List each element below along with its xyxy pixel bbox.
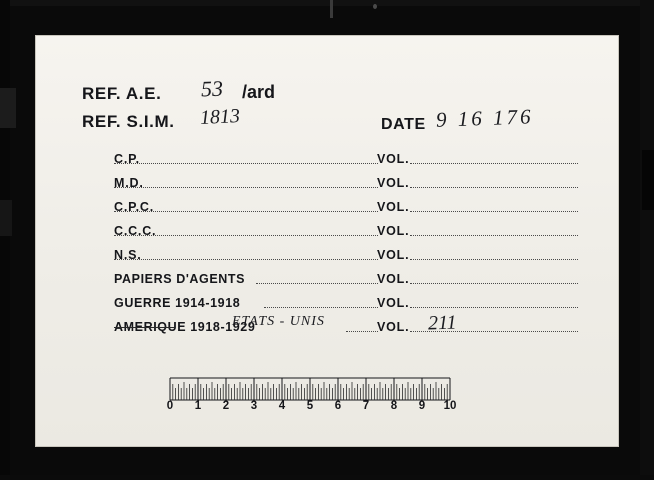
row-leader-left xyxy=(114,163,378,164)
row-vol-label: VOL. xyxy=(377,248,410,262)
row-leader-right xyxy=(410,259,578,260)
film-artifact-a xyxy=(330,0,333,18)
date-value: 9 16 176 xyxy=(435,104,534,132)
row-leader-right xyxy=(410,187,578,188)
ruler-label: 2 xyxy=(222,400,230,412)
row-leader-left xyxy=(256,283,378,284)
film-edge-right xyxy=(640,0,654,480)
ruler-label: 10 xyxy=(443,400,457,412)
ruler-labels xyxy=(162,400,458,418)
date-label: DATE xyxy=(381,116,426,133)
film-artifact-b xyxy=(373,4,377,9)
card-surface xyxy=(36,36,618,446)
row-leader-right xyxy=(410,235,578,236)
row-label: AMERIQUE 1918-1929 xyxy=(114,320,256,334)
row-vol-label: VOL. xyxy=(377,152,410,166)
row-label: C.C.C. xyxy=(114,224,157,238)
table-row xyxy=(36,311,618,340)
table-row xyxy=(36,244,618,268)
ruler-label: 6 xyxy=(334,400,342,412)
row-leader-right xyxy=(410,163,578,164)
row-label: N.S. xyxy=(114,248,142,262)
ruler-label: 4 xyxy=(278,400,286,412)
ref-ae-label: REF. A.E. xyxy=(82,84,162,103)
strikethrough-mark xyxy=(114,327,174,328)
table-row xyxy=(36,292,618,316)
table-row xyxy=(36,268,618,292)
row-label: GUERRE 1914-1918 xyxy=(114,296,241,310)
ref-sim-label: REF. S.I.M. xyxy=(82,112,175,131)
field-rows xyxy=(36,148,618,340)
row-leader-left xyxy=(114,187,378,188)
film-artifact-e xyxy=(642,150,654,210)
ref-ae-suffix: /ard xyxy=(242,82,276,102)
row-leader-right xyxy=(410,307,578,308)
row-leader-left xyxy=(346,331,378,332)
row-leader-left xyxy=(114,211,378,212)
table-row xyxy=(36,148,618,172)
row-label: PAPIERS D'AGENTS xyxy=(114,272,246,286)
row-vol-label: VOL. xyxy=(377,200,410,214)
ruler-label: 1 xyxy=(194,400,202,412)
row-vol-label: VOL. xyxy=(377,272,410,286)
row-handwritten-note: ETATS - UNIS xyxy=(232,314,325,329)
row-label: C.P. xyxy=(114,152,140,166)
scale-ruler xyxy=(162,374,458,422)
ref-ae-value: 53 xyxy=(200,75,224,102)
film-artifact-d xyxy=(0,200,12,236)
ruler-label: 9 xyxy=(418,400,426,412)
row-leader-right xyxy=(410,283,578,284)
row-vol-label: VOL. xyxy=(377,224,410,238)
ruler-label: 0 xyxy=(166,400,174,412)
row-leader-left xyxy=(114,259,378,260)
row-vol-label: VOL. xyxy=(377,176,410,190)
ref-sim-value: 1813 xyxy=(199,104,241,130)
row-vol-label: VOL. xyxy=(377,320,410,334)
ruler-label: 5 xyxy=(306,400,314,412)
row-vol-value: 211 xyxy=(427,311,457,335)
row-leader-left xyxy=(114,235,378,236)
film-edge-top xyxy=(0,0,654,6)
film-artifact-c xyxy=(0,88,16,128)
table-row xyxy=(36,220,618,244)
film-edge-bottom xyxy=(0,475,654,480)
table-row xyxy=(36,172,618,196)
row-leader-left xyxy=(264,307,378,308)
row-vol-label: VOL. xyxy=(377,296,410,310)
ruler-label: 8 xyxy=(390,400,398,412)
film-edge-left xyxy=(0,0,10,480)
row-leader-right xyxy=(410,211,578,212)
row-label: C.P.C. xyxy=(114,200,154,214)
ruler-label: 7 xyxy=(362,400,370,412)
ruler-label: 3 xyxy=(250,400,258,412)
table-row xyxy=(36,196,618,220)
index-card xyxy=(36,36,618,446)
row-label: M.D. xyxy=(114,176,144,190)
